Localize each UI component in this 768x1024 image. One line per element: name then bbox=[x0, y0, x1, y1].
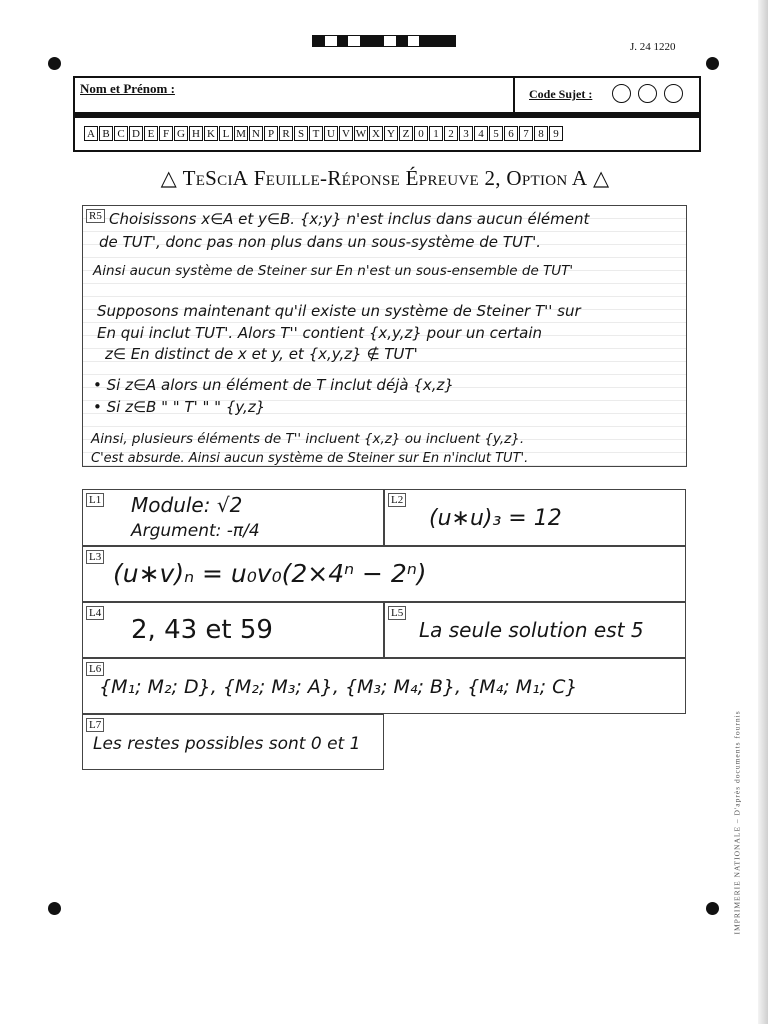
letter-box[interactable]: B bbox=[99, 126, 113, 141]
r5-line: • Si z∈A alors un élément de T inclut déjà {x,z} bbox=[93, 376, 454, 394]
answer-box-l3[interactable] bbox=[82, 546, 686, 602]
name-field[interactable] bbox=[75, 78, 515, 112]
box-label: L2 bbox=[388, 493, 406, 507]
registration-dot-bottom-left bbox=[48, 902, 61, 915]
box-label: L6 bbox=[86, 662, 104, 676]
answer-text: (u∗u)₃ = 12 bbox=[429, 506, 562, 531]
triangle-right-icon: △ bbox=[592, 166, 610, 190]
triangle-left-icon: △ bbox=[160, 166, 178, 190]
letter-box[interactable]: S bbox=[294, 126, 308, 141]
answer-text: {M₁; M₂; D}, {M₂; M₃; A}, {M₃; M₄; B}, {M₄; M₁; C} bbox=[99, 676, 578, 698]
letter-box[interactable]: R bbox=[279, 126, 293, 141]
answer-box-l2[interactable] bbox=[384, 489, 686, 546]
letter-box[interactable]: E bbox=[144, 126, 158, 141]
letter-box[interactable]: Y bbox=[384, 126, 398, 141]
answer-box-l6[interactable] bbox=[82, 658, 686, 714]
page-title bbox=[70, 166, 700, 191]
answer-text: Argument: -π/4 bbox=[131, 521, 260, 541]
r5-line: z∈ En distinct de x et y, et {x,y,z} ∉ TUT' bbox=[105, 345, 418, 363]
letter-box[interactable]: P bbox=[264, 126, 278, 141]
letter-box[interactable]: X bbox=[369, 126, 383, 141]
side-note-text: IMPRIMERIE NATIONALE – D'après documents fournis bbox=[732, 710, 742, 935]
code-circle-1[interactable] bbox=[612, 84, 631, 103]
r5-line: Supposons maintenant qu'il existe un système de Steiner T'' sur bbox=[97, 302, 581, 320]
code-circle-2[interactable] bbox=[638, 84, 657, 103]
letter-box[interactable]: 3 bbox=[459, 126, 473, 141]
letter-box[interactable]: H bbox=[189, 126, 203, 141]
r5-line: • Si z∈B " " T' " " {y,z} bbox=[93, 398, 266, 416]
code-label: Code Sujet : bbox=[529, 87, 593, 101]
registration-dot-top-left bbox=[48, 57, 61, 70]
registration-dot-bottom-right bbox=[706, 902, 719, 915]
registration-dot-top-right bbox=[706, 57, 719, 70]
letter-box[interactable]: L bbox=[219, 126, 233, 141]
box-label: L3 bbox=[86, 550, 104, 564]
letter-box[interactable]: T bbox=[309, 126, 323, 141]
title-text: Feuille-Réponse Épreuve 2, Option A bbox=[253, 166, 588, 190]
side-printer-note bbox=[727, 700, 741, 940]
reference-code: J. 24 1220 bbox=[630, 41, 676, 53]
letter-box[interactable]: 1 bbox=[429, 126, 443, 141]
answer-box-r5[interactable] bbox=[82, 205, 687, 467]
answer-box-l1[interactable] bbox=[82, 489, 384, 546]
letter-box[interactable]: G bbox=[174, 126, 188, 141]
code-field bbox=[515, 78, 699, 112]
letter-box[interactable]: W bbox=[355, 128, 367, 140]
name-label: Nom et Prénom : bbox=[80, 81, 175, 96]
header-box bbox=[73, 76, 701, 152]
answer-text: Les restes possibles sont 0 et 1 bbox=[93, 734, 361, 754]
box-label: L4 bbox=[86, 606, 104, 620]
barcode bbox=[312, 35, 456, 47]
letter-box[interactable]: 0 bbox=[414, 126, 428, 141]
letter-box[interactable]: Z bbox=[399, 126, 413, 141]
letter-box[interactable]: 2 bbox=[444, 126, 458, 141]
page-edge-shadow bbox=[758, 0, 768, 1024]
r5-line: Choisissons x∈A et y∈B. {x;y} n'est inclus dans aucun élément bbox=[109, 210, 590, 228]
answer-box-l4[interactable] bbox=[82, 602, 384, 658]
r5-line: En qui inclut TUT'. Alors T'' contient {x,y,z} pour un certain bbox=[97, 324, 542, 342]
code-circle-3[interactable] bbox=[664, 84, 683, 103]
answer-text: 2, 43 et 59 bbox=[131, 615, 273, 645]
letter-box[interactable]: M bbox=[234, 126, 248, 141]
letter-box[interactable]: 5 bbox=[489, 126, 503, 141]
box-label: R5 bbox=[86, 209, 105, 223]
letter-box[interactable]: 9 bbox=[549, 126, 563, 141]
title-brand: TeSciA bbox=[182, 166, 249, 190]
answer-box-l7[interactable] bbox=[82, 714, 384, 770]
letter-box[interactable]: C bbox=[114, 126, 128, 141]
box-label: L5 bbox=[388, 606, 406, 620]
letter-box[interactable]: F bbox=[159, 126, 173, 141]
answer-text: (u∗v)ₙ = u₀v₀(2×4ⁿ − 2ⁿ) bbox=[113, 559, 427, 588]
code-circles bbox=[609, 84, 683, 103]
answer-text: La seule solution est 5 bbox=[419, 618, 644, 642]
r5-line: de TUT', donc pas non plus dans un sous-système de TUT'. bbox=[99, 233, 541, 251]
header-divider bbox=[75, 112, 699, 118]
letter-box[interactable]: N bbox=[249, 126, 263, 141]
letter-box[interactable]: 6 bbox=[504, 126, 518, 141]
letter-grid bbox=[84, 126, 563, 141]
letter-box[interactable]: D bbox=[129, 126, 143, 141]
letter-box[interactable]: U bbox=[324, 126, 338, 141]
letter-box[interactable]: 8 bbox=[534, 126, 548, 141]
box-label: L1 bbox=[86, 493, 104, 507]
letter-box[interactable]: V bbox=[339, 126, 353, 141]
box-label: L7 bbox=[86, 718, 104, 732]
r5-line: Ainsi, plusieurs éléments de T'' incluent {x,z} ou incluent {y,z}. bbox=[91, 431, 525, 447]
answer-text: Module: √2 bbox=[131, 493, 243, 517]
letter-box[interactable]: A bbox=[84, 126, 98, 141]
r5-line: Ainsi aucun système de Steiner sur En n'est un sous-ensemble de TUT' bbox=[93, 263, 574, 279]
letter-box[interactable]: 4 bbox=[474, 126, 488, 141]
letter-box[interactable]: 7 bbox=[519, 126, 533, 141]
letter-box[interactable]: K bbox=[204, 126, 218, 141]
answer-box-l5[interactable] bbox=[384, 602, 686, 658]
r5-line: C'est absurde. Ainsi aucun système de Steiner sur En n'inclut TUT'. bbox=[91, 451, 529, 466]
